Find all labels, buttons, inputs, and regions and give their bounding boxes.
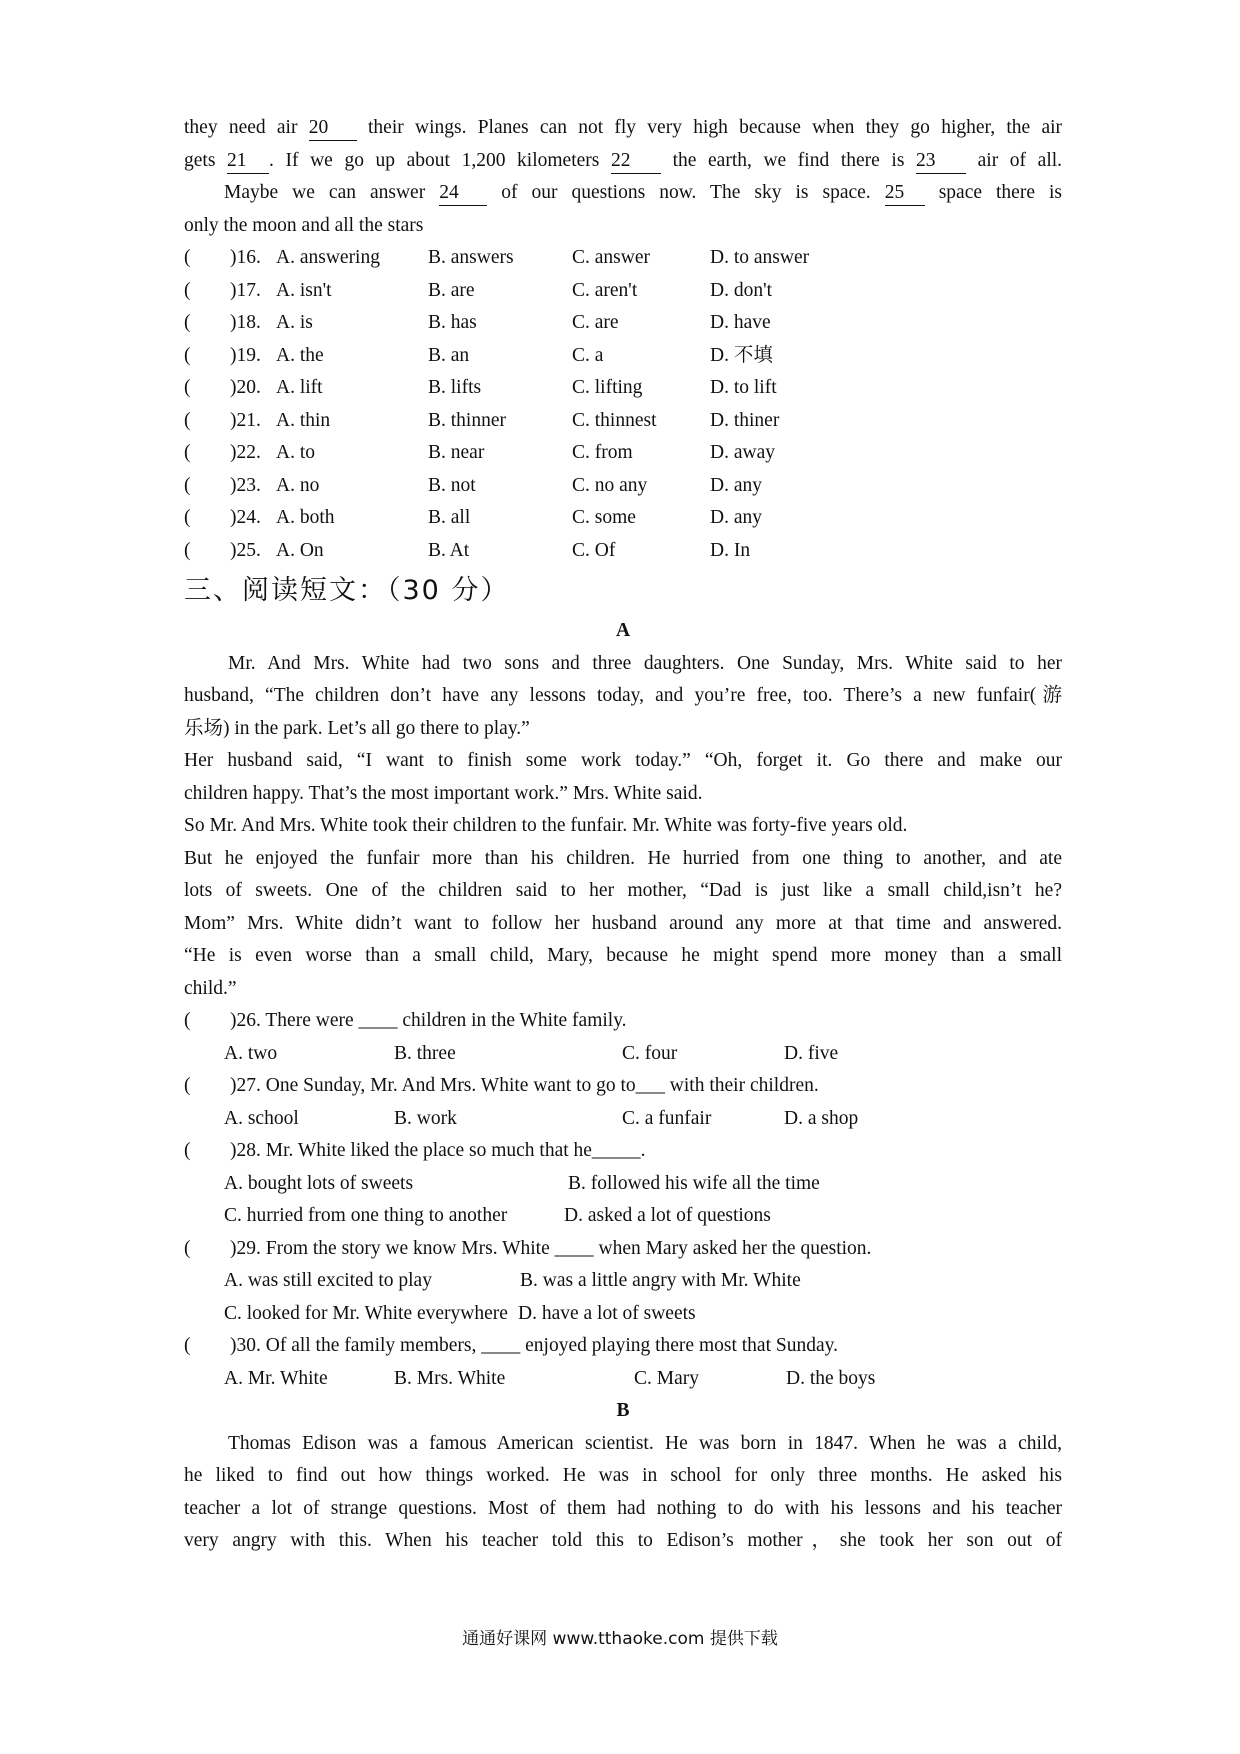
question-stem: )26. There were ____ children in the White family.: [230, 1010, 627, 1031]
cloze-option-row: [184, 307, 1062, 340]
option-a: A. Mr. White: [224, 1367, 328, 1389]
blank-21: 21: [227, 149, 269, 174]
cloze-option-row: [184, 242, 1062, 275]
blank-23: 23: [916, 149, 966, 174]
cloze-option-row: [184, 470, 1062, 503]
option-c: C. a funfair: [622, 1107, 712, 1129]
answer-paren: (: [184, 474, 191, 496]
option-c: C. from: [572, 442, 633, 463]
option-a: A. was still excited to play: [224, 1270, 432, 1291]
option-a: A. answering: [276, 247, 380, 268]
option-d: D. have a lot of sweets: [518, 1302, 696, 1324]
option-row: [184, 1363, 1062, 1396]
cloze-text: space there is: [938, 182, 1062, 203]
answer-paren: (: [184, 1140, 191, 1161]
passage-b-line: teacher a lot of strange questions. Most of them had nothing to do with his lessons and his teacher: [184, 1497, 1062, 1519]
cloze-option-row: [184, 405, 1062, 438]
option-b: B. answers: [428, 247, 514, 268]
option-c: C. a: [572, 344, 604, 366]
option-d: D. any: [710, 507, 762, 528]
option-b: B. three: [394, 1042, 456, 1064]
option-a: A. bought lots of sweets: [224, 1172, 414, 1194]
document-page: [184, 112, 1062, 1558]
option-c: C. Of: [572, 539, 616, 561]
question-number: )25.: [230, 539, 261, 561]
blank-25: 25: [885, 181, 925, 206]
answer-paren: (: [184, 1237, 191, 1259]
option-b: B. At: [428, 539, 470, 561]
cloze-option-row: [184, 340, 1062, 373]
option-b: B. lifts: [428, 377, 482, 398]
option-a: A. On: [276, 539, 324, 561]
option-row: [184, 1265, 1062, 1298]
cloze-text: their wings. Planes can not fly very high because when they go higher, the air: [368, 117, 1062, 138]
question-number: )24.: [230, 507, 261, 528]
question-stem: )28. Mr. White liked the place so much that he_____.: [230, 1140, 646, 1161]
option-c: C. aren't: [572, 279, 638, 301]
question-number: )23.: [230, 474, 261, 496]
option-c: C. Mary: [634, 1367, 699, 1389]
option-d: D. away: [710, 442, 775, 463]
option-c: C. are: [572, 312, 619, 333]
cloze-line-3: [184, 177, 1062, 210]
cloze-text: gets: [184, 149, 216, 171]
question-number: )16.: [230, 247, 261, 268]
question-row: [184, 1233, 1062, 1266]
cloze-option-row: [184, 535, 1062, 568]
option-row: [184, 1298, 1062, 1331]
question-row: [184, 1135, 1062, 1168]
cloze-option-row: [184, 372, 1062, 405]
option-a: A. school: [224, 1107, 299, 1129]
passage-b-line: very angry with this. When his teacher told this to Edison’s mother，she took her son out of: [184, 1530, 1062, 1551]
option-c: C. lifting: [572, 377, 643, 398]
cloze-line-4: only the moon and all the stars: [184, 214, 424, 236]
passage-b-body: [184, 1428, 1062, 1558]
option-c: C. hurried from one thing to another: [224, 1205, 508, 1226]
option-c: C. four: [622, 1042, 678, 1064]
passage-a-line: Mr. And Mrs. White had two sons and three daughters. One Sunday, Mrs. White said to her: [228, 652, 1062, 674]
option-a: A. lift: [276, 377, 323, 398]
answer-paren: (: [184, 409, 191, 431]
answer-paren: (: [184, 344, 191, 366]
cloze-text: Maybe we can answer: [224, 182, 426, 203]
blank-20: 20: [309, 116, 357, 141]
option-d: D. any: [710, 474, 762, 496]
option-a: A. to: [276, 442, 315, 463]
option-d: D. to answer: [710, 247, 810, 268]
option-b: B. followed his wife all the time: [568, 1172, 820, 1194]
option-b: B. not: [428, 474, 476, 496]
option-row: [184, 1200, 1062, 1233]
question-stem: )29. From the story we know Mrs. White ____ when Mary asked her the question.: [230, 1237, 872, 1259]
question-stem: )30. Of all the family members, ____ enjoyed playing there most that Sunday.: [230, 1335, 838, 1356]
option-d: D. asked a lot of questions: [564, 1205, 771, 1226]
cloze-text: of our questions now. The sky is space.: [501, 182, 871, 203]
blank-24: 24: [439, 181, 487, 206]
answer-paren: (: [184, 442, 191, 463]
option-d: D. 不填: [710, 344, 773, 366]
cloze-text: air of all.: [977, 149, 1062, 171]
option-d: D. a shop: [784, 1107, 859, 1129]
cloze-line-1: [184, 112, 1062, 145]
option-b: B. are: [428, 279, 475, 301]
passage-a-line: lots of sweets. One of the children said to her mother, “Dad is just like a small child,isn’t he?: [184, 880, 1062, 901]
option-d: D. In: [710, 539, 751, 561]
option-d: D. have: [710, 312, 771, 333]
cloze-text: the earth, we find there is: [672, 149, 905, 171]
option-a: A. both: [276, 507, 335, 528]
passage-b-line: he liked to find out how things worked. He was in school for only three months. He asked his: [184, 1465, 1062, 1486]
passage-a-line: children happy. That’s the most important work.” Mrs. White said.: [184, 782, 703, 804]
question-row: [184, 1330, 1062, 1363]
option-c: C. thinnest: [572, 409, 657, 431]
option-c: C. looked for Mr. White everywhere: [224, 1302, 508, 1324]
passage-a-body: [184, 648, 1062, 1006]
passage-a-line: 乐场) in the park. Let’s all go there to play.”: [184, 717, 530, 739]
option-b: B. near: [428, 442, 485, 463]
passage-a-questions: [184, 1005, 1062, 1395]
option-a: A. no: [276, 474, 320, 496]
option-row: [184, 1103, 1062, 1136]
passage-a-line: So Mr. And Mrs. White took their children to the funfair. Mr. White was forty-five years old.: [184, 815, 908, 836]
cloze-option-row: [184, 275, 1062, 308]
option-d: D. the boys: [786, 1367, 876, 1389]
answer-paren: (: [184, 1075, 191, 1096]
footer-credit: 通通好课网 www.tthaoke.com 提供下载: [462, 1629, 778, 1649]
cloze-option-row: [184, 502, 1062, 535]
option-row: [184, 1168, 1062, 1201]
answer-paren: (: [184, 312, 191, 333]
option-c: C. some: [572, 507, 636, 528]
answer-paren: (: [184, 1335, 191, 1356]
passage-a-line: husband, “The children don’t have any lessons today, and you’re free, too. There’s a new funfair(游: [184, 685, 1062, 706]
option-d: D. thiner: [710, 409, 780, 431]
answer-paren: (: [184, 279, 191, 301]
question-number: )22.: [230, 442, 261, 463]
option-b: B. all: [428, 507, 471, 528]
blank-22: 22: [611, 149, 661, 174]
passage-b-heading: B: [616, 1400, 630, 1421]
passage-a-line: “He is even worse than a small child, Mary, because he might spend more money than a small: [184, 945, 1062, 966]
option-a: A. is: [276, 312, 313, 333]
passage-b-line: Thomas Edison was a famous American scientist. He was born in 1847. When he was a child,: [228, 1432, 1062, 1454]
option-b: B. was a little angry with Mr. White: [520, 1270, 801, 1291]
answer-paren: (: [184, 1010, 191, 1031]
option-a: A. thin: [276, 409, 331, 431]
question-row: [184, 1070, 1062, 1103]
cloze-option-row: [184, 437, 1062, 470]
option-b: B. work: [394, 1107, 457, 1129]
section-title: 三、阅读短文：（30 分）: [184, 575, 510, 606]
answer-paren: (: [184, 247, 191, 268]
question-number: )17.: [230, 279, 261, 301]
cloze-text: . If we go up about 1,200 kilometers: [269, 149, 600, 171]
answer-paren: (: [184, 539, 191, 561]
cloze-options: [184, 242, 1062, 567]
cloze-text: they need air: [184, 117, 298, 138]
question-row: [184, 1005, 1062, 1038]
question-number: )19.: [230, 344, 261, 366]
option-b: B. thinner: [428, 409, 506, 431]
passage-a-line: Her husband said, “I want to finish some work today.” “Oh, forget it. Go there and make our: [184, 750, 1062, 771]
option-row: [184, 1038, 1062, 1071]
option-a: A. two: [224, 1042, 278, 1064]
cloze-line-2: [184, 145, 1062, 178]
option-a: A. isn't: [276, 279, 332, 301]
option-d: D. to lift: [710, 377, 777, 398]
option-d: D. don't: [710, 279, 773, 301]
option-b: B. an: [428, 344, 470, 366]
passage-a-line: Mom” Mrs. White didn’t want to follow her husband around any more at that time and answered.: [184, 912, 1062, 934]
question-number: )18.: [230, 312, 261, 333]
passage-a-heading: A: [615, 620, 631, 641]
question-number: )21.: [230, 409, 261, 431]
answer-paren: (: [184, 377, 191, 398]
passage-a-line: But he enjoyed the funfair more than his children. He hurried from one thing to another, and ate: [184, 847, 1062, 869]
question-stem: )27. One Sunday, Mr. And Mrs. White want to go to___ with their children.: [230, 1075, 819, 1096]
option-b: B. has: [428, 312, 477, 333]
passage-a-line: child.”: [184, 977, 237, 999]
option-d: D. five: [784, 1042, 839, 1064]
option-c: C. answer: [572, 247, 650, 268]
option-c: C. no any: [572, 474, 648, 496]
option-b: B. Mrs. White: [394, 1367, 506, 1389]
question-number: )20.: [230, 377, 261, 398]
option-a: A. the: [276, 344, 324, 366]
answer-paren: (: [184, 507, 191, 528]
